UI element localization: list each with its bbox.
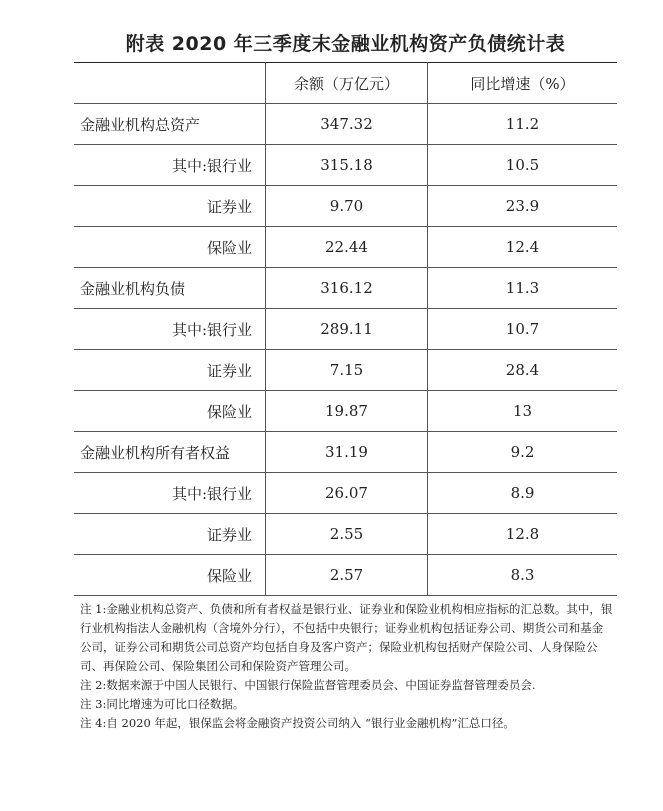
- table-row: [74, 145, 617, 186]
- row-label: 保险业: [74, 555, 266, 596]
- row-label: 金融业机构所有者权益: [74, 432, 266, 473]
- row-label: 其中:银行业: [74, 145, 266, 186]
- row-balance: 315.18: [266, 145, 428, 186]
- row-growth: 23.9: [428, 186, 618, 227]
- row-growth: 11.3: [428, 268, 618, 309]
- table-row: [74, 555, 617, 596]
- table-title: 附表 2020 年三季度末金融业机构资产负债统计表: [125, 33, 566, 55]
- table-header-row: [74, 63, 617, 104]
- header-cell-growth: 同比增速（%）: [428, 63, 618, 104]
- row-balance: 347.32: [266, 104, 428, 145]
- table-row: [74, 309, 617, 350]
- row-balance: 2.57: [266, 555, 428, 596]
- table-row: [74, 514, 617, 555]
- row-label: 其中:银行业: [74, 473, 266, 514]
- note-4: 注 4:自 2020 年起，银保监会将金融资产投资公司纳入 “银行业金融机构”汇总口径。: [80, 716, 515, 730]
- table-row: [74, 104, 617, 145]
- row-balance: 289.11: [266, 309, 428, 350]
- row-label: 证券业: [74, 514, 266, 555]
- row-growth: 9.2: [428, 432, 618, 473]
- row-growth: 28.4: [428, 350, 618, 391]
- row-growth: 11.2: [428, 104, 618, 145]
- row-growth: 12.4: [428, 227, 618, 268]
- note-3: 注 3:同比增速为可比口径数据。: [80, 697, 245, 711]
- table-row: [74, 268, 617, 309]
- table-row: [74, 227, 617, 268]
- note-1: 注 1:金融业机构总资产、负债和所有者权益是银行业、证券业和保险业机构相应指标的汇总数。其中，银行业机构指法人金融机构（含境外分行），不包括中央银行；证券业机构包括证券公司、期货公司和基金公司，证券公司和期货公司总资产均包括自身及客户资产；保险业机构包括财产保险公司、人身保险公司、再保险公司、保险集团公司和保险资产管理公司。: [80, 602, 613, 673]
- row-growth: 10.7: [428, 309, 618, 350]
- statistics-table: [74, 62, 617, 596]
- row-balance: 19.87: [266, 391, 428, 432]
- document: [74, 0, 617, 733]
- row-growth: 13: [428, 391, 618, 432]
- table-row: [74, 186, 617, 227]
- header-cell-label: [74, 63, 266, 104]
- row-balance: 31.19: [266, 432, 428, 473]
- row-growth: 12.8: [428, 514, 618, 555]
- row-balance: 2.55: [266, 514, 428, 555]
- table-row: [74, 350, 617, 391]
- table-row: [74, 391, 617, 432]
- row-label: 金融业机构负债: [74, 268, 266, 309]
- row-label: 其中:银行业: [74, 309, 266, 350]
- row-balance: 9.70: [266, 186, 428, 227]
- row-label: 保险业: [74, 391, 266, 432]
- row-balance: 26.07: [266, 473, 428, 514]
- row-label: 证券业: [74, 186, 266, 227]
- note-2: 注 2:数据来源于中国人民银行、中国银行保险监督管理委员会、中国证券监督管理委员会.: [80, 678, 536, 692]
- table-row: [74, 432, 617, 473]
- row-label: 证券业: [74, 350, 266, 391]
- table-row: [74, 473, 617, 514]
- row-balance: 7.15: [266, 350, 428, 391]
- row-balance: 316.12: [266, 268, 428, 309]
- row-balance: 22.44: [266, 227, 428, 268]
- row-growth: 10.5: [428, 145, 618, 186]
- row-growth: 8.9: [428, 473, 618, 514]
- header-cell-balance: 余额（万亿元）: [266, 63, 428, 104]
- row-label: 保险业: [74, 227, 266, 268]
- row-label: 金融业机构总资产: [74, 104, 266, 145]
- notes: [74, 596, 617, 733]
- row-growth: 8.3: [428, 555, 618, 596]
